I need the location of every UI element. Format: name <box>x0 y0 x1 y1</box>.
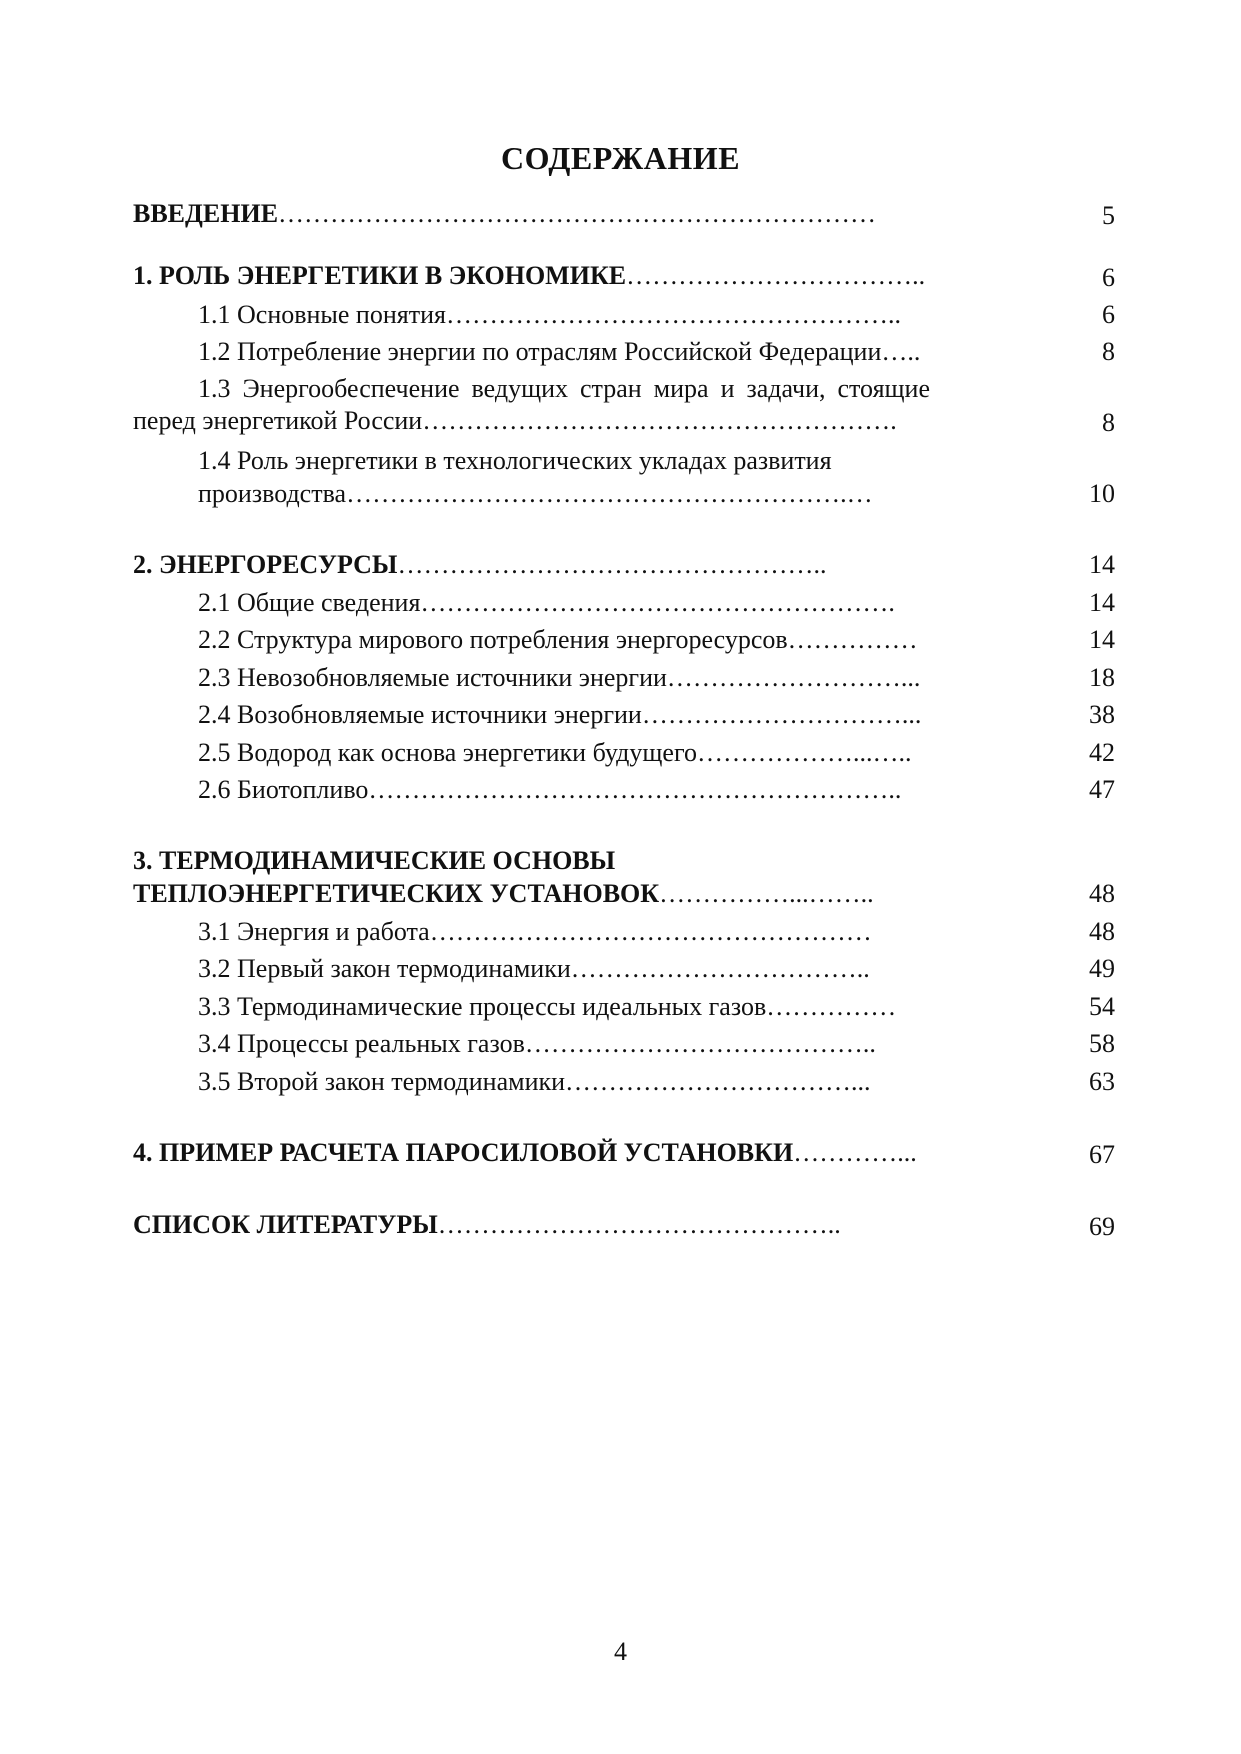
toc-entry-page: 14 <box>1089 588 1115 617</box>
toc-entry-3-1 <box>198 916 872 948</box>
toc-entry-label: 2.2 Структура мирового потребления энергоресурсов <box>198 625 788 654</box>
toc-entry-page: 10 <box>1089 479 1115 508</box>
toc-entry-1-4-line1: 1.4 Роль энергетики в технологических укладах развития <box>198 446 832 475</box>
toc-entry-label: 2.3 Невозобновляемые источники энергии <box>198 663 667 692</box>
toc-entry-leader: …………………………………………………………… <box>278 199 877 228</box>
toc-entry-label: ТЕПЛОЭНЕРГЕТИЧЕСКИХ УСТАНОВОК <box>133 879 660 908</box>
toc-entry-2-3 <box>198 662 920 694</box>
toc-entry-3-4 <box>198 1028 876 1060</box>
toc-entry-label: 3.3 Термодинамические процессы идеальных газов <box>198 992 767 1021</box>
toc-entry-page: 5 <box>1102 201 1115 230</box>
toc-entry-references <box>133 1209 841 1241</box>
toc-entry-leader: …………… <box>766 992 897 1021</box>
toc-entry-page: 6 <box>1102 300 1115 329</box>
toc-entry-page: 48 <box>1089 917 1115 946</box>
toc-entry-page: 58 <box>1089 1029 1115 1058</box>
toc-entry-page: 8 <box>1102 408 1115 437</box>
toc-entry-leader: ………………………………….. <box>524 1029 876 1058</box>
toc-entry-leader: ………………………………………………. <box>420 588 895 617</box>
toc-entry-leader: ………………………………………………….… <box>346 479 873 508</box>
toc-entry-leader: …………………………………………………….. <box>368 775 902 804</box>
toc-entry-leader: ………………………………………………. <box>422 406 897 435</box>
toc-entry-page: 6 <box>1102 263 1115 292</box>
toc-entry-leader: …………………………………………… <box>429 917 872 946</box>
toc-entry-page: 63 <box>1089 1067 1115 1096</box>
toc-entry-3-2 <box>198 953 870 985</box>
toc-entry-label: перед энергетикой России <box>133 406 423 435</box>
toc-entry-1-3-line2 <box>133 405 897 437</box>
toc-entry-page: 18 <box>1089 663 1115 692</box>
toc-entry-label: 1. РОЛЬ ЭНЕРГЕТИКИ В ЭКОНОМИКЕ <box>133 261 627 290</box>
toc-entry-3-5 <box>198 1066 871 1098</box>
toc-entry-page: 38 <box>1089 700 1115 729</box>
toc-entry-leader: …………... <box>793 1138 917 1167</box>
toc-entry-leader: ……………...…….. <box>659 879 874 908</box>
toc-entry-page: 47 <box>1089 775 1115 804</box>
toc-entry-page: 8 <box>1102 337 1115 366</box>
toc-entry-1-3-line1: 1.3 Энергообеспечение ведущих стран мира и задачи, стоящие <box>198 374 930 403</box>
toc-entry-label: 2.4 Возобновляемые источники энергии <box>198 700 642 729</box>
toc-entry-page: 42 <box>1089 738 1115 767</box>
page-number: 4 <box>614 1637 627 1666</box>
toc-entry-label: ВВЕДЕНИЕ <box>133 199 279 228</box>
toc-entry-2-1 <box>198 587 895 619</box>
toc-entry-3-3 <box>198 991 896 1023</box>
toc-entry-page: 14 <box>1089 550 1115 579</box>
toc-entry-chapter-2 <box>133 549 826 581</box>
toc-entry-label: 1.2 Потребление энергии по отраслям Российской Федерации <box>198 337 882 366</box>
toc-entry-1-1 <box>198 299 901 331</box>
toc-entry-leader: ………………...….. <box>697 738 912 767</box>
toc-entry-label: 4. ПРИМЕР РАСЧЕТА ПАРОСИЛОВОЙ УСТАНОВКИ <box>133 1138 794 1167</box>
toc-entry-leader: …………… <box>787 625 918 654</box>
toc-entry-chapter-3-line2 <box>133 878 874 910</box>
page-title: СОДЕРЖАНИЕ <box>500 140 741 176</box>
toc-entry-chapter-1 <box>133 260 925 292</box>
toc-entry-2-5 <box>198 737 912 769</box>
toc-entry-label: 3.2 Первый закон термодинамики <box>198 954 571 983</box>
toc-entry-page: 14 <box>1089 625 1115 654</box>
toc-entry-label: 2.6 Биотопливо <box>198 775 369 804</box>
toc-entry-page: 48 <box>1089 879 1115 908</box>
toc-entry-1-4-line2 <box>198 478 873 510</box>
toc-entry-label: 2.1 Общие сведения <box>198 588 421 617</box>
toc-entry-leader: …………………………….. <box>570 954 870 983</box>
toc-entry-leader: ……………………………………….. <box>437 1210 841 1239</box>
toc-entry-label: 1.1 Основные понятия <box>198 300 446 329</box>
toc-entry-leader: ……………………………... <box>565 1067 871 1096</box>
toc-entry-leader: ….. <box>881 337 921 366</box>
toc-entry-introduction <box>133 198 876 230</box>
toc-entry-chapter-3-line1: 3. ТЕРМОДИНАМИЧЕСКИЕ ОСНОВЫ <box>133 846 616 875</box>
toc-entry-1-2 <box>198 336 920 368</box>
toc-entry-leader: ………………………………………….. <box>397 550 827 579</box>
toc-entry-2-6 <box>198 774 901 806</box>
toc-entry-page: 69 <box>1089 1212 1115 1241</box>
toc-entry-leader: ………………………... <box>666 663 921 692</box>
toc-entry-label: 2. ЭНЕРГОРЕСУРСЫ <box>133 550 398 579</box>
toc-entry-label: 2.5 Водород как основа энергетики будущего <box>198 738 697 767</box>
toc-entry-2-2 <box>198 624 918 656</box>
toc-entry-chapter-4 <box>133 1137 917 1169</box>
toc-entry-label: 3.4 Процессы реальных газов <box>198 1029 525 1058</box>
toc-entry-leader: …………………………………………….. <box>445 300 901 329</box>
toc-entry-leader: …………………………….. <box>626 261 926 290</box>
toc-entry-page: 54 <box>1089 992 1115 1021</box>
toc-entry-page: 49 <box>1089 954 1115 983</box>
toc-entry-label: 3.1 Энергия и работа <box>198 917 430 946</box>
toc-entry-label: производства <box>198 479 347 508</box>
toc-entry-2-4 <box>198 699 921 731</box>
toc-entry-label: СПИСОК ЛИТЕРАТУРЫ <box>133 1210 438 1239</box>
toc-entry-leader: …………………………... <box>641 700 922 729</box>
toc-entry-label: 3.5 Второй закон термодинамики <box>198 1067 566 1096</box>
toc-entry-page: 67 <box>1089 1140 1115 1169</box>
